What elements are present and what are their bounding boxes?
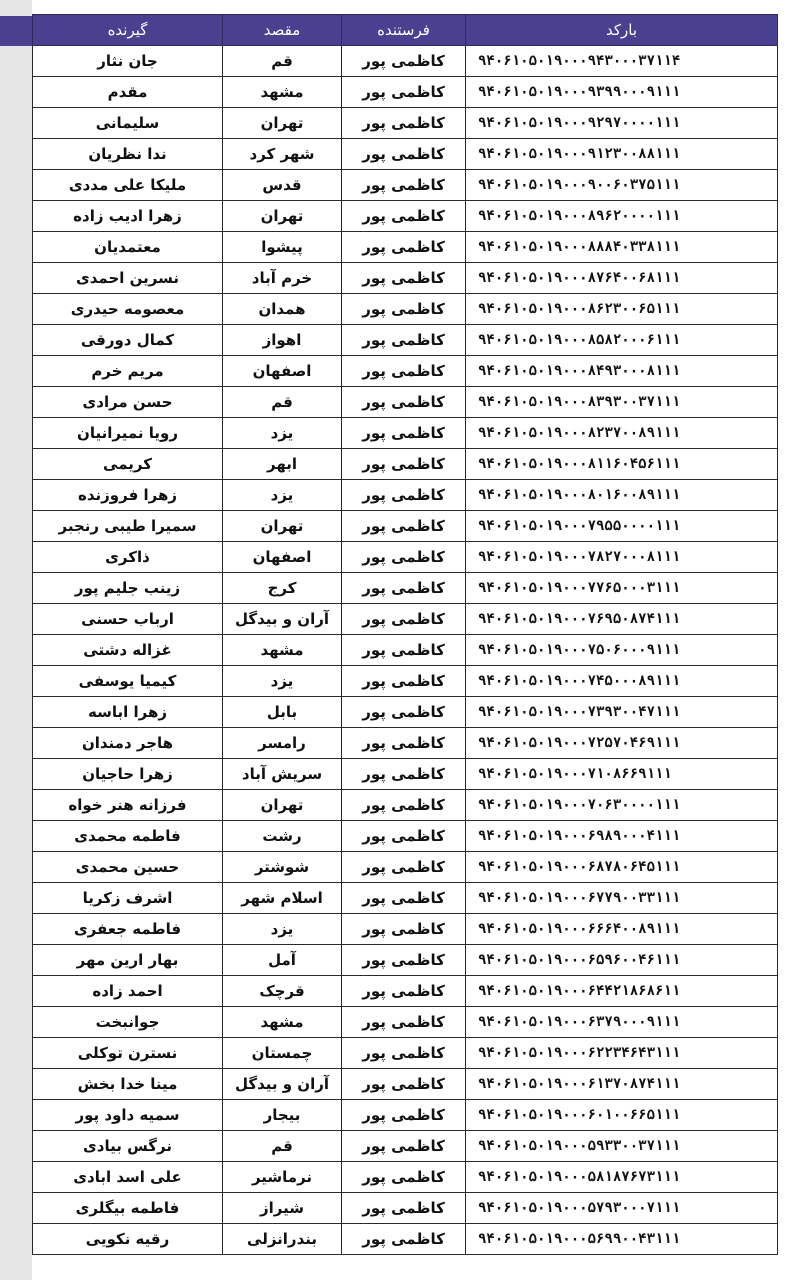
destination-cell: شیراز (223, 1193, 342, 1224)
destination-cell: تهران (223, 201, 342, 232)
destination-cell: اصفهان (223, 542, 342, 573)
destination-cell: بیجار (223, 1100, 342, 1131)
barcode-cell: ۹۴۰۶۱۰۵۰۱۹۰۰۰۷۲۵۷۰۴۶۹۱۱۱ (466, 728, 778, 759)
sender-cell: کاظمی پور (342, 759, 466, 790)
destination-cell: بابل (223, 697, 342, 728)
sender-cell: کاظمی پور (342, 325, 466, 356)
destination-cell: آمل (223, 945, 342, 976)
receiver-cell: مقدم (33, 77, 223, 108)
sender-cell: کاظمی پور (342, 1038, 466, 1069)
barcode-cell: ۹۴۰۶۱۰۵۰۱۹۰۰۰۶۰۱۰۰۶۶۵۱۱۱ (466, 1100, 778, 1131)
header-barcode: بارکد (466, 15, 778, 46)
receiver-cell: رقیه نکویی (33, 1224, 223, 1255)
header-receiver: گیرنده (33, 15, 223, 46)
destination-cell: قرچک (223, 976, 342, 1007)
table-row (33, 697, 778, 728)
barcode-cell: ۹۴۰۶۱۰۵۰۱۹۰۰۰۷۷۶۵۰۰۰۳۱۱۱ (466, 573, 778, 604)
table-row (33, 201, 778, 232)
sender-cell: کاظمی پور (342, 511, 466, 542)
destination-cell: بندرانزلی (223, 1224, 342, 1255)
table-row (33, 542, 778, 573)
receiver-cell: مینا خدا بخش (33, 1069, 223, 1100)
barcode-cell: ۹۴۰۶۱۰۵۰۱۹۰۰۰۶۲۲۳۴۶۴۳۱۱۱ (466, 1038, 778, 1069)
table-row (33, 604, 778, 635)
table-row (33, 263, 778, 294)
barcode-cell: ۹۴۰۶۱۰۵۰۱۹۰۰۰۵۹۳۳۰۰۳۷۱۱۱ (466, 1131, 778, 1162)
receiver-cell: زهرا ادیب زاده (33, 201, 223, 232)
table-row (33, 759, 778, 790)
sender-cell: کاظمی پور (342, 1007, 466, 1038)
barcode-cell: ۹۴۰۶۱۰۵۰۱۹۰۰۰۷۵۰۶۰۰۰۹۱۱۱ (466, 635, 778, 666)
receiver-cell: ذاکری (33, 542, 223, 573)
barcode-cell: ۹۴۰۶۱۰۵۰۱۹۰۰۰۸۹۶۲۰۰۰۰۱۱۱ (466, 201, 778, 232)
sender-cell: کاظمی پور (342, 1131, 466, 1162)
destination-cell: شوشتر (223, 852, 342, 883)
receiver-cell: علی اسد ابادی (33, 1162, 223, 1193)
table-row (33, 1007, 778, 1038)
table-row (33, 1100, 778, 1131)
destination-cell: رامسر (223, 728, 342, 759)
receiver-cell: زهرا اباسه (33, 697, 223, 728)
receiver-cell: جان نثار (33, 46, 223, 77)
table-row (33, 790, 778, 821)
barcode-cell: ۹۴۰۶۱۰۵۰۱۹۰۰۰۹۲۹۷۰۰۰۰۱۱۱ (466, 108, 778, 139)
table-row (33, 294, 778, 325)
sender-cell: کاظمی پور (342, 387, 466, 418)
sender-cell: کاظمی پور (342, 604, 466, 635)
destination-cell: پیشوا (223, 232, 342, 263)
table-row (33, 728, 778, 759)
destination-cell: تهران (223, 108, 342, 139)
receiver-cell: مریم خرم (33, 356, 223, 387)
sender-cell: کاظمی پور (342, 201, 466, 232)
destination-cell: نرماشیر (223, 1162, 342, 1193)
sender-cell: کاظمی پور (342, 821, 466, 852)
table-row (33, 449, 778, 480)
destination-cell: یزد (223, 418, 342, 449)
table-row (33, 666, 778, 697)
receiver-cell: بهار ارین مهر (33, 945, 223, 976)
destination-cell: سریش آباد (223, 759, 342, 790)
destination-cell: آران و بیدگل (223, 604, 342, 635)
destination-cell: مشهد (223, 77, 342, 108)
destination-cell: اصفهان (223, 356, 342, 387)
table-body (33, 46, 778, 1255)
barcode-cell: ۹۴۰۶۱۰۵۰۱۹۰۰۰۹۳۹۹۰۰۰۹۱۱۱ (466, 77, 778, 108)
receiver-cell: نرگس بیادی (33, 1131, 223, 1162)
sender-cell: کاظمی پور (342, 666, 466, 697)
destination-cell: یزد (223, 480, 342, 511)
table-row (33, 945, 778, 976)
destination-cell: یزد (223, 666, 342, 697)
sender-cell: کاظمی پور (342, 1193, 466, 1224)
receiver-cell: زینب جلیم پور (33, 573, 223, 604)
receiver-cell: معتمدیان (33, 232, 223, 263)
receiver-cell: کیمیا یوسفی (33, 666, 223, 697)
receiver-cell: جوانبخت (33, 1007, 223, 1038)
table-row (33, 325, 778, 356)
barcode-cell: ۹۴۰۶۱۰۵۰۱۹۰۰۰۹۱۲۳۰۰۸۸۱۱۱ (466, 139, 778, 170)
destination-cell: قدس (223, 170, 342, 201)
receiver-cell: زهرا فروزنده (33, 480, 223, 511)
destination-cell: کرج (223, 573, 342, 604)
sender-cell: کاظمی پور (342, 77, 466, 108)
sender-cell: کاظمی پور (342, 1224, 466, 1255)
sender-cell: کاظمی پور (342, 573, 466, 604)
barcode-cell: ۹۴۰۶۱۰۵۰۱۹۰۰۰۵۸۱۸۷۶۷۳۱۱۱ (466, 1162, 778, 1193)
sender-cell: کاظمی پور (342, 139, 466, 170)
receiver-cell: فاطمه محمدی (33, 821, 223, 852)
barcode-cell: ۹۴۰۶۱۰۵۰۱۹۰۰۰۶۷۷۹۰۰۳۳۱۱۱ (466, 883, 778, 914)
destination-cell: تهران (223, 790, 342, 821)
header-destination: مقصد (223, 15, 342, 46)
shipment-table-container (32, 14, 777, 1255)
table-row (33, 1069, 778, 1100)
table-row (33, 77, 778, 108)
barcode-cell: ۹۴۰۶۱۰۵۰۱۹۰۰۰۸۱۱۶۰۴۵۶۱۱۱ (466, 449, 778, 480)
receiver-cell: ارباب حسنی (33, 604, 223, 635)
left-margin-strip (0, 0, 32, 1280)
table-row (33, 573, 778, 604)
receiver-cell: احمد زاده (33, 976, 223, 1007)
destination-cell: مشهد (223, 1007, 342, 1038)
receiver-cell: اشرف زکریا (33, 883, 223, 914)
barcode-cell: ۹۴۰۶۱۰۵۰۱۹۰۰۰۸۰۱۶۰۰۸۹۱۱۱ (466, 480, 778, 511)
receiver-cell: کریمی (33, 449, 223, 480)
barcode-cell: ۹۴۰۶۱۰۵۰۱۹۰۰۰۷۴۵۰۰۰۸۹۱۱۱ (466, 666, 778, 697)
barcode-cell: ۹۴۰۶۱۰۵۰۱۹۰۰۰۷۹۵۵۰۰۰۰۱۱۱ (466, 511, 778, 542)
barcode-cell: ۹۴۰۶۱۰۵۰۱۹۰۰۰۷۳۹۳۰۰۴۷۱۱۱ (466, 697, 778, 728)
sender-cell: کاظمی پور (342, 1162, 466, 1193)
destination-cell: همدان (223, 294, 342, 325)
receiver-cell: ملیکا علی مددی (33, 170, 223, 201)
barcode-cell: ۹۴۰۶۱۰۵۰۱۹۰۰۰۶۴۴۲۱۸۶۸۶۱۱ (466, 976, 778, 1007)
table-row (33, 108, 778, 139)
receiver-cell: کمال دورقی (33, 325, 223, 356)
destination-cell: قم (223, 387, 342, 418)
sender-cell: کاظمی پور (342, 263, 466, 294)
table-row (33, 511, 778, 542)
table-row (33, 387, 778, 418)
barcode-cell: ۹۴۰۶۱۰۵۰۱۹۰۰۰۵۷۹۳۰۰۰۷۱۱۱ (466, 1193, 778, 1224)
barcode-cell: ۹۴۰۶۱۰۵۰۱۹۰۰۰۶۳۷۹۰۰۰۹۱۱۱ (466, 1007, 778, 1038)
table-row (33, 1162, 778, 1193)
table-row (33, 356, 778, 387)
barcode-cell: ۹۴۰۶۱۰۵۰۱۹۰۰۰۶۱۳۷۰۸۷۴۱۱۱ (466, 1069, 778, 1100)
barcode-cell: ۹۴۰۶۱۰۵۰۱۹۰۰۰۵۶۹۹۰۰۴۳۱۱۱ (466, 1224, 778, 1255)
table-row (33, 139, 778, 170)
barcode-cell: ۹۴۰۶۱۰۵۰۱۹۰۰۰۶۸۷۸۰۶۴۵۱۱۱ (466, 852, 778, 883)
destination-cell: چمستان (223, 1038, 342, 1069)
sender-cell: کاظمی پور (342, 108, 466, 139)
destination-cell: خرم آباد (223, 263, 342, 294)
receiver-cell: فاطمه جعفری (33, 914, 223, 945)
barcode-cell: ۹۴۰۶۱۰۵۰۱۹۰۰۰۷۸۲۷۰۰۰۸۱۱۱ (466, 542, 778, 573)
destination-cell: تهران (223, 511, 342, 542)
destination-cell: آران و بیدگل (223, 1069, 342, 1100)
barcode-cell: ۹۴۰۶۱۰۵۰۱۹۰۰۰۷۰۶۳۰۰۰۰۱۱۱ (466, 790, 778, 821)
sender-cell: کاظمی پور (342, 1069, 466, 1100)
receiver-cell: سمیرا طیبی رنجبر (33, 511, 223, 542)
sender-cell: کاظمی پور (342, 852, 466, 883)
sender-cell: کاظمی پور (342, 635, 466, 666)
barcode-cell: ۹۴۰۶۱۰۵۰۱۹۰۰۰۸۵۸۲۰۰۰۶۱۱۱ (466, 325, 778, 356)
barcode-cell: ۹۴۰۶۱۰۵۰۱۹۰۰۰۸۶۲۳۰۰۶۵۱۱۱ (466, 294, 778, 325)
barcode-cell: ۹۴۰۶۱۰۵۰۱۹۰۰۰۶۹۸۹۰۰۰۴۱۱۱ (466, 821, 778, 852)
table-row (33, 232, 778, 263)
table-row (33, 1131, 778, 1162)
table-row (33, 976, 778, 1007)
shipment-table (32, 14, 778, 1255)
destination-cell: شهر کرد (223, 139, 342, 170)
barcode-cell: ۹۴۰۶۱۰۵۰۱۹۰۰۰۶۶۶۴۰۰۸۹۱۱۱ (466, 914, 778, 945)
barcode-cell: ۹۴۰۶۱۰۵۰۱۹۰۰۰۹۰۰۶۰۳۷۵۱۱۱ (466, 170, 778, 201)
table-row (33, 418, 778, 449)
sender-cell: کاظمی پور (342, 449, 466, 480)
destination-cell: اهواز (223, 325, 342, 356)
receiver-cell: ندا نظریان (33, 139, 223, 170)
receiver-cell: غزاله دشتی (33, 635, 223, 666)
sender-cell: کاظمی پور (342, 697, 466, 728)
barcode-cell: ۹۴۰۶۱۰۵۰۱۹۰۰۰۸۲۳۷۰۰۸۹۱۱۱ (466, 418, 778, 449)
destination-cell: رشت (223, 821, 342, 852)
table-row (33, 170, 778, 201)
receiver-cell: نسرین احمدی (33, 263, 223, 294)
table-row (33, 635, 778, 666)
table-row (33, 1224, 778, 1255)
table-row (33, 480, 778, 511)
destination-cell: یزد (223, 914, 342, 945)
sender-cell: کاظمی پور (342, 790, 466, 821)
sender-cell: کاظمی پور (342, 46, 466, 77)
sender-cell: کاظمی پور (342, 914, 466, 945)
header-row (33, 15, 778, 46)
barcode-cell: ۹۴۰۶۱۰۵۰۱۹۰۰۰۷۶۹۵۰۸۷۴۱۱۱ (466, 604, 778, 635)
barcode-cell: ۹۴۰۶۱۰۵۰۱۹۰۰۰۹۴۳۰۰۰۳۷۱۱۴ (466, 46, 778, 77)
receiver-cell: فرزانه هنر خواه (33, 790, 223, 821)
sender-cell: کاظمی پور (342, 232, 466, 263)
barcode-cell: ۹۴۰۶۱۰۵۰۱۹۰۰۰۸۷۶۴۰۰۶۸۱۱۱ (466, 263, 778, 294)
receiver-cell: نسترن توکلی (33, 1038, 223, 1069)
receiver-cell: زهرا حاجیان (33, 759, 223, 790)
barcode-cell: ۹۴۰۶۱۰۵۰۱۹۰۰۰۸۳۹۳۰۰۳۷۱۱۱ (466, 387, 778, 418)
receiver-cell: سمیه داود پور (33, 1100, 223, 1131)
destination-cell: قم (223, 1131, 342, 1162)
sender-cell: کاظمی پور (342, 728, 466, 759)
receiver-cell: هاجر دمندان (33, 728, 223, 759)
table-row (33, 914, 778, 945)
receiver-cell: رویا نمیرانیان (33, 418, 223, 449)
sender-cell: کاظمی پور (342, 976, 466, 1007)
receiver-cell: سلیمانی (33, 108, 223, 139)
barcode-cell: ۹۴۰۶۱۰۵۰۱۹۰۰۰۸۸۸۴۰۳۳۸۱۱۱ (466, 232, 778, 263)
destination-cell: مشهد (223, 635, 342, 666)
sender-cell: کاظمی پور (342, 542, 466, 573)
table-row (33, 1193, 778, 1224)
sender-cell: کاظمی پور (342, 480, 466, 511)
receiver-cell: معصومه حیدری (33, 294, 223, 325)
table-row (33, 821, 778, 852)
sender-cell: کاظمی پور (342, 883, 466, 914)
sender-cell: کاظمی پور (342, 1100, 466, 1131)
receiver-cell: حسین محمدی (33, 852, 223, 883)
left-header-accent (0, 16, 32, 46)
sender-cell: کاظمی پور (342, 356, 466, 387)
sender-cell: کاظمی پور (342, 294, 466, 325)
receiver-cell: حسن مرادی (33, 387, 223, 418)
table-row (33, 46, 778, 77)
header-sender: فرستنده (342, 15, 466, 46)
table-row (33, 852, 778, 883)
destination-cell: اسلام شهر (223, 883, 342, 914)
table-row (33, 1038, 778, 1069)
destination-cell: ابهر (223, 449, 342, 480)
table-header (33, 15, 778, 46)
sender-cell: کاظمی پور (342, 945, 466, 976)
sender-cell: کاظمی پور (342, 418, 466, 449)
barcode-cell: ۹۴۰۶۱۰۵۰۱۹۰۰۰۶۵۹۶۰۰۴۶۱۱۱ (466, 945, 778, 976)
sender-cell: کاظمی پور (342, 170, 466, 201)
destination-cell: قم (223, 46, 342, 77)
barcode-cell: ۹۴۰۶۱۰۵۰۱۹۰۰۰۸۴۹۳۰۰۰۸۱۱۱ (466, 356, 778, 387)
receiver-cell: فاطمه بیگلری (33, 1193, 223, 1224)
barcode-cell: ۹۴۰۶۱۰۵۰۱۹۰۰۰۷۱۰۸۶۶۹۱۱۱ (466, 759, 778, 790)
table-row (33, 883, 778, 914)
